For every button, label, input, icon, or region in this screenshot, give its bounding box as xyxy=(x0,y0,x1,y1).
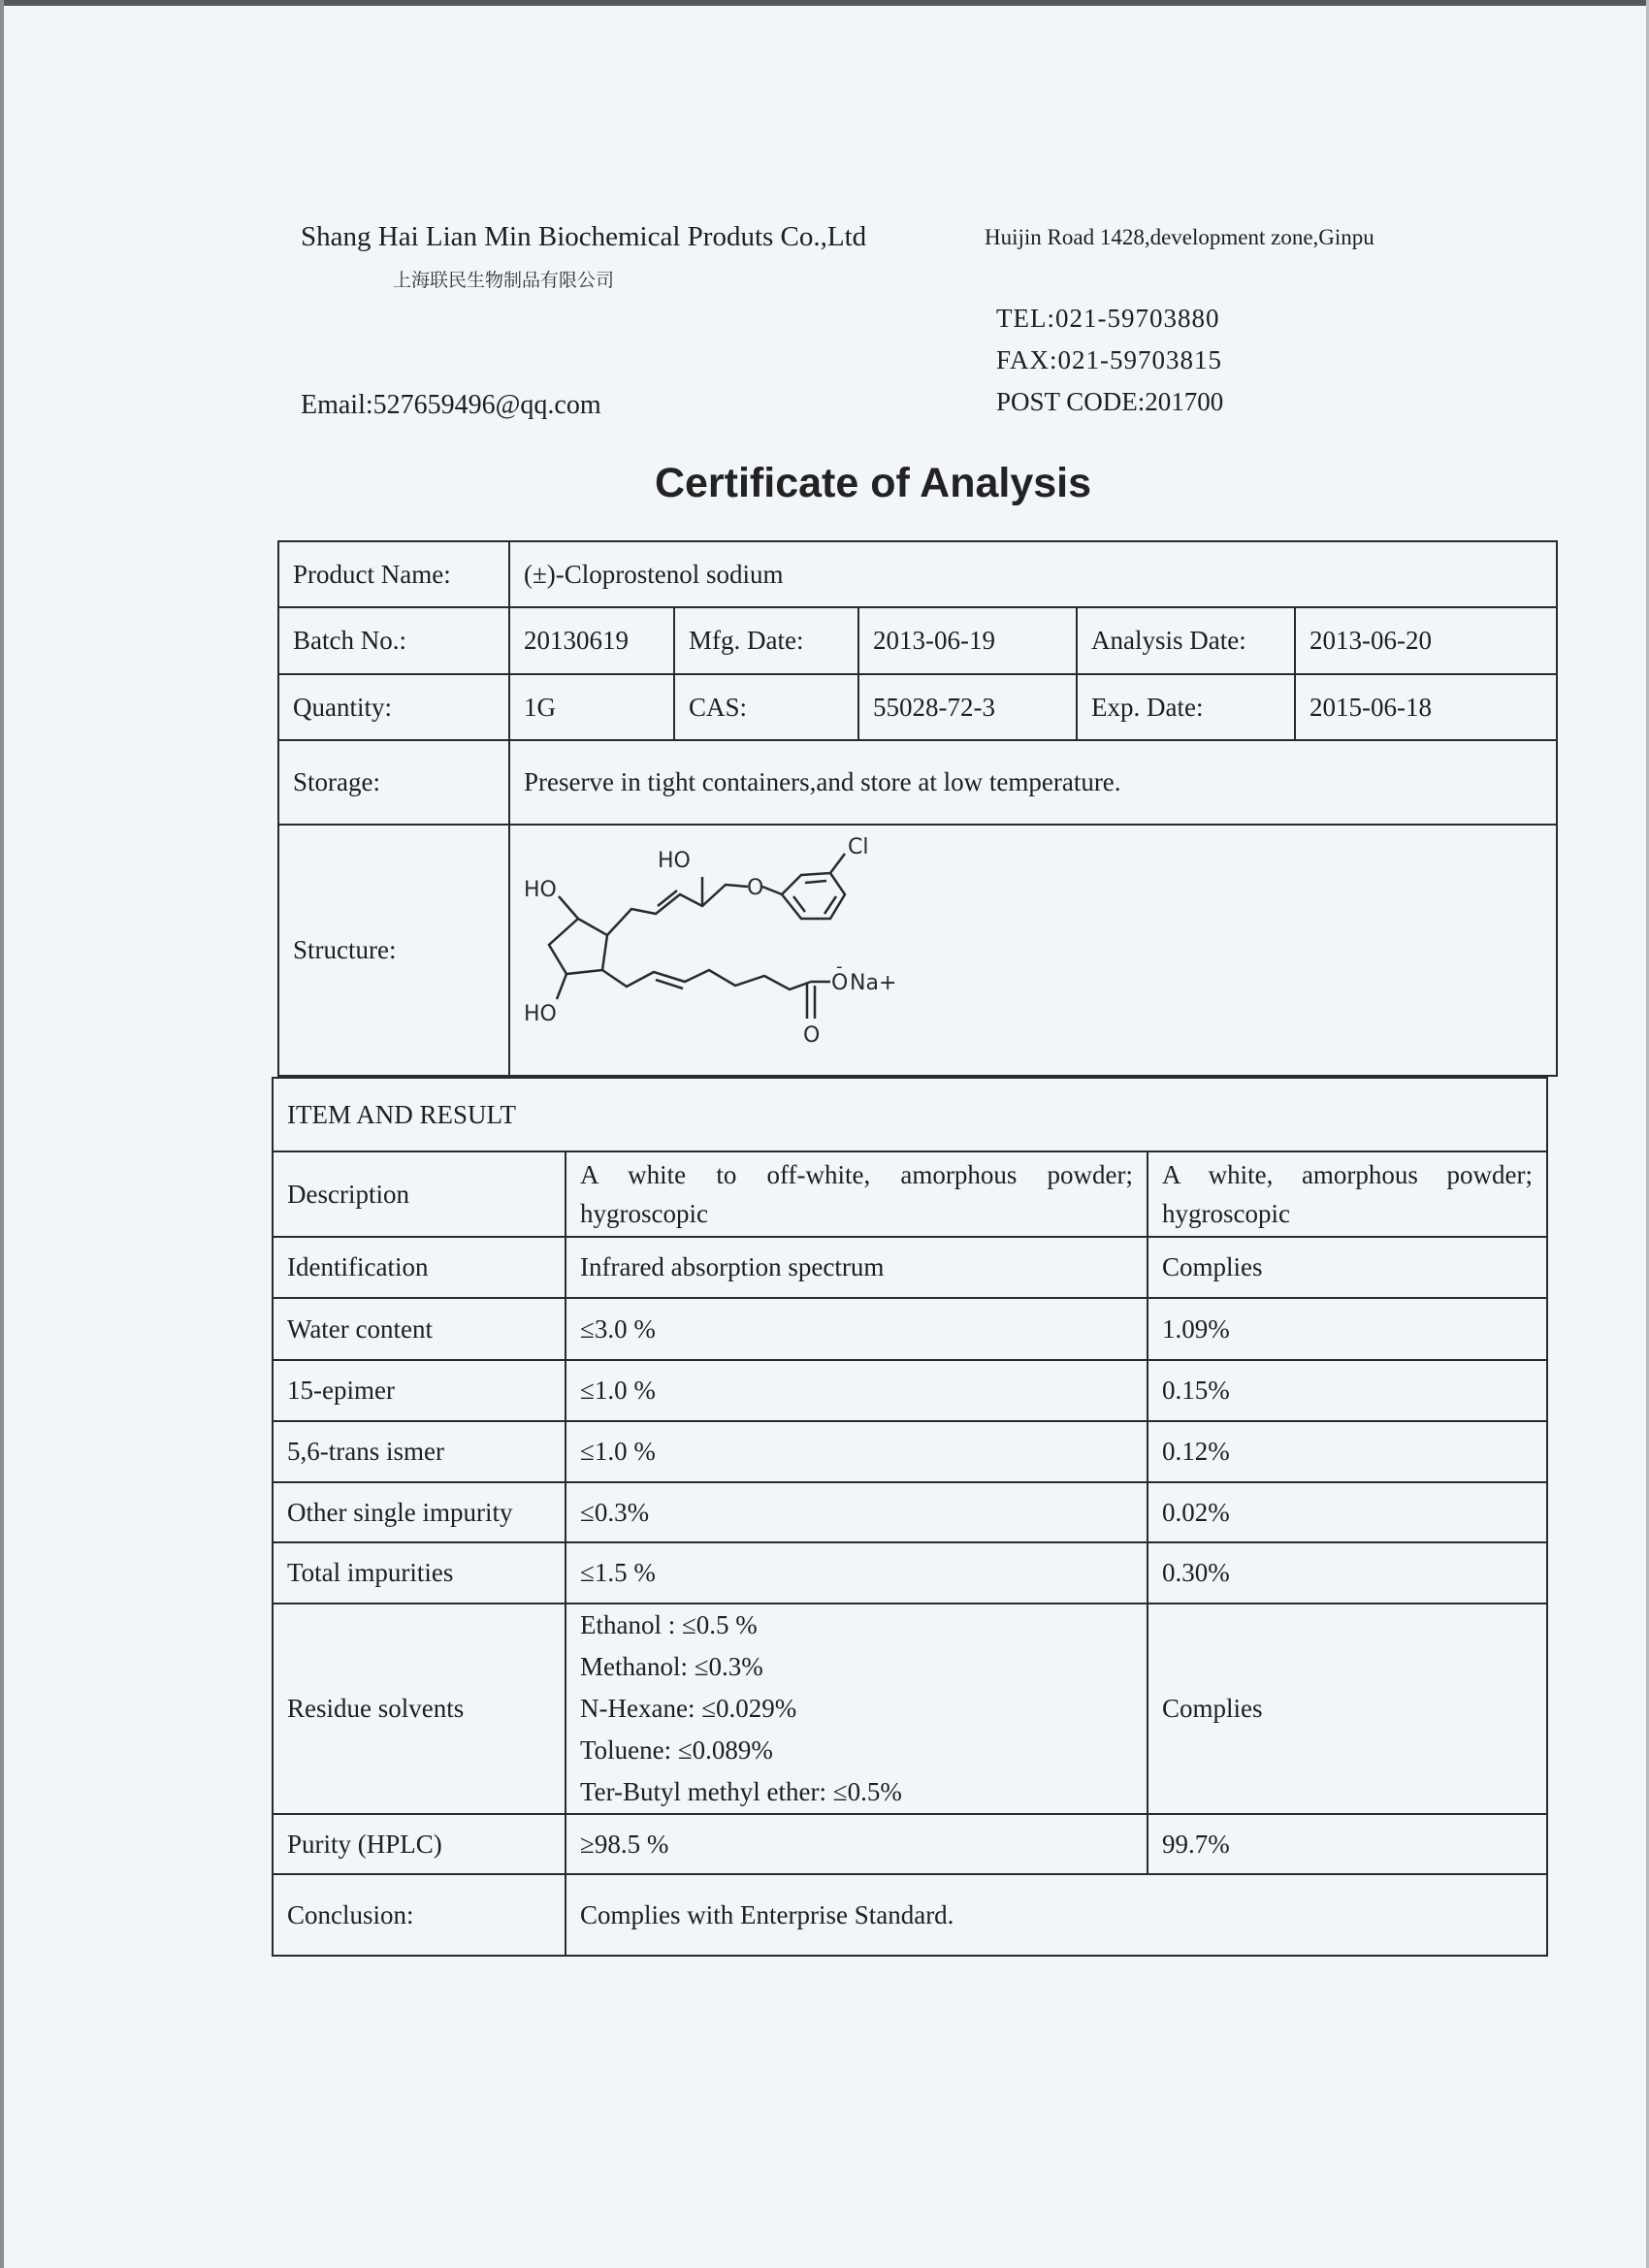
product-name-label: Product Name: xyxy=(278,541,509,607)
atom-sodium: Na+ xyxy=(850,971,897,995)
residue-solvents-name: Residue solvents xyxy=(273,1604,566,1814)
analysis-date-label: Analysis Date: xyxy=(1077,607,1295,674)
bond-oh-lower xyxy=(557,974,566,999)
epimer-name: 15-epimer xyxy=(273,1360,566,1421)
purity-name: Purity (HPLC) xyxy=(273,1814,566,1874)
scan-edge-left xyxy=(0,0,4,2268)
single-impurity-name: Other single impurity xyxy=(273,1482,566,1542)
trans-isomer-name: 5,6-trans ismer xyxy=(273,1421,566,1482)
single-impurity-row xyxy=(273,1482,1547,1542)
purity-result: 99.7% xyxy=(1148,1814,1547,1874)
company-name-chinese: 上海联民生物制品有限公司 xyxy=(393,270,615,291)
product-info-table xyxy=(277,540,1558,1077)
solvent-toluene: Toluene: ≤0.089% xyxy=(580,1735,773,1765)
section-title: ITEM AND RESULT xyxy=(273,1078,1547,1151)
scan-edge-top xyxy=(0,0,1649,6)
charge-minus: - xyxy=(836,956,843,977)
single-impurity-spec: ≤0.3% xyxy=(566,1482,1148,1542)
epimer-spec: ≤1.0 % xyxy=(566,1360,1148,1421)
conclusion-row xyxy=(273,1874,1547,1956)
total-impurities-result: 0.30% xyxy=(1148,1542,1547,1604)
trans-isomer-spec: ≤1.0 % xyxy=(566,1421,1148,1482)
trans-isomer-result: 0.12% xyxy=(1148,1421,1547,1482)
lower-chain xyxy=(602,970,811,989)
upper-chain xyxy=(607,885,748,935)
single-impurity-result: 0.02% xyxy=(1148,1482,1547,1542)
fax: FAX:021-59703815 xyxy=(996,345,1223,374)
purity-spec: ≥98.5 % xyxy=(566,1814,1148,1874)
epimer-row xyxy=(273,1360,1547,1421)
conclusion-label: Conclusion: xyxy=(273,1874,566,1956)
atom-ho-top: HO xyxy=(658,849,691,873)
water-content-row xyxy=(273,1298,1547,1360)
solvent-n-hexane: N-Hexane: ≤0.029% xyxy=(580,1694,797,1723)
structure-label: Structure: xyxy=(278,825,509,1076)
quantity-row xyxy=(278,674,1557,740)
solvent-ethanol: Ethanol : ≤0.5 % xyxy=(580,1610,758,1639)
atom-o-ether: O xyxy=(747,876,764,900)
total-impurities-row xyxy=(273,1542,1547,1604)
description-result-text: A white, amorphous powder; hygroscopic xyxy=(1162,1160,1533,1228)
residue-solvents-row xyxy=(273,1604,1547,1814)
cyclopentane-ring xyxy=(549,919,607,974)
total-impurities-name: Total impurities xyxy=(273,1542,566,1604)
post-code: POST CODE:201700 xyxy=(996,387,1224,416)
mfg-date-label: Mfg. Date: xyxy=(674,607,858,674)
company-address: Huijin Road 1428,development zone,Ginpu xyxy=(985,225,1374,249)
identification-spec: Infrared absorption spectrum xyxy=(566,1237,1148,1298)
atom-o-carbonyl: O xyxy=(803,1023,821,1048)
exp-date-label: Exp. Date: xyxy=(1077,674,1295,740)
company-name: Shang Hai Lian Min Biochemical Produts Co.,Ltd xyxy=(301,221,867,252)
description-name: Description xyxy=(273,1151,566,1237)
identification-row xyxy=(273,1237,1547,1298)
quantity-value: 1G xyxy=(509,674,674,740)
mfg-date-value: 2013-06-19 xyxy=(858,607,1077,674)
description-spec-text: A white to off-white, amorphous powder; hygroscopic xyxy=(580,1160,1133,1228)
description-result xyxy=(1148,1151,1547,1237)
telephone: TEL:021-59703880 xyxy=(996,304,1220,333)
description-row xyxy=(273,1151,1547,1237)
atom-cl: Cl xyxy=(848,835,869,859)
quantity-label: Quantity: xyxy=(278,674,509,740)
conclusion-text: Complies with Enterprise Standard. xyxy=(566,1874,1547,1956)
batch-value: 20130619 xyxy=(509,607,674,674)
residue-solvents-spec xyxy=(566,1604,1148,1814)
storage-value: Preserve in tight containers,and store at low temperature. xyxy=(509,740,1557,825)
identification-name: Identification xyxy=(273,1237,566,1298)
water-content-spec: ≤3.0 % xyxy=(566,1298,1148,1360)
email: Email:527659496@qq.com xyxy=(301,390,601,420)
solvent-methanol: Methanol: ≤0.3% xyxy=(580,1652,763,1681)
atom-ho-left: HO xyxy=(524,878,557,902)
residue-solvents-result: Complies xyxy=(1148,1604,1547,1814)
cloprostenol-structure-image xyxy=(510,826,918,1074)
bond-ether xyxy=(762,887,782,894)
storage-label: Storage: xyxy=(278,740,509,825)
item-and-result-table xyxy=(272,1077,1548,1957)
analysis-date-value: 2013-06-20 xyxy=(1295,607,1557,674)
batch-row xyxy=(278,607,1557,674)
section-header-row xyxy=(273,1078,1547,1151)
chlorophenyl-ring xyxy=(782,873,845,919)
purity-row xyxy=(273,1814,1547,1874)
epimer-result: 0.15% xyxy=(1148,1360,1547,1421)
atom-ho-bottom: HO xyxy=(524,1002,557,1026)
identification-result: Complies xyxy=(1148,1237,1547,1298)
trans-isomer-row xyxy=(273,1421,1547,1482)
storage-row xyxy=(278,740,1557,825)
atom-o-carboxylate: O xyxy=(831,971,849,995)
cas-label: CAS: xyxy=(674,674,858,740)
product-name-row xyxy=(278,541,1557,607)
structure-cell xyxy=(509,825,1557,1076)
water-content-result: 1.09% xyxy=(1148,1298,1547,1360)
aromatic-bonds xyxy=(793,881,836,914)
description-spec xyxy=(566,1151,1148,1237)
document-title: Certificate of Analysis xyxy=(654,460,1092,506)
total-impurities-spec: ≤1.5 % xyxy=(566,1542,1148,1604)
product-name-value: (±)-Cloprostenol sodium xyxy=(509,541,1557,607)
water-content-name: Water content xyxy=(273,1298,566,1360)
bond-oh-upper xyxy=(559,896,578,919)
structure-row xyxy=(278,825,1557,1076)
cas-value: 55028-72-3 xyxy=(858,674,1077,740)
bond-chlorine xyxy=(830,854,845,873)
exp-date-value: 2015-06-18 xyxy=(1295,674,1557,740)
solvent-tbme: Ter-Butyl methyl ether: ≤0.5% xyxy=(580,1777,902,1806)
batch-label: Batch No.: xyxy=(278,607,509,674)
